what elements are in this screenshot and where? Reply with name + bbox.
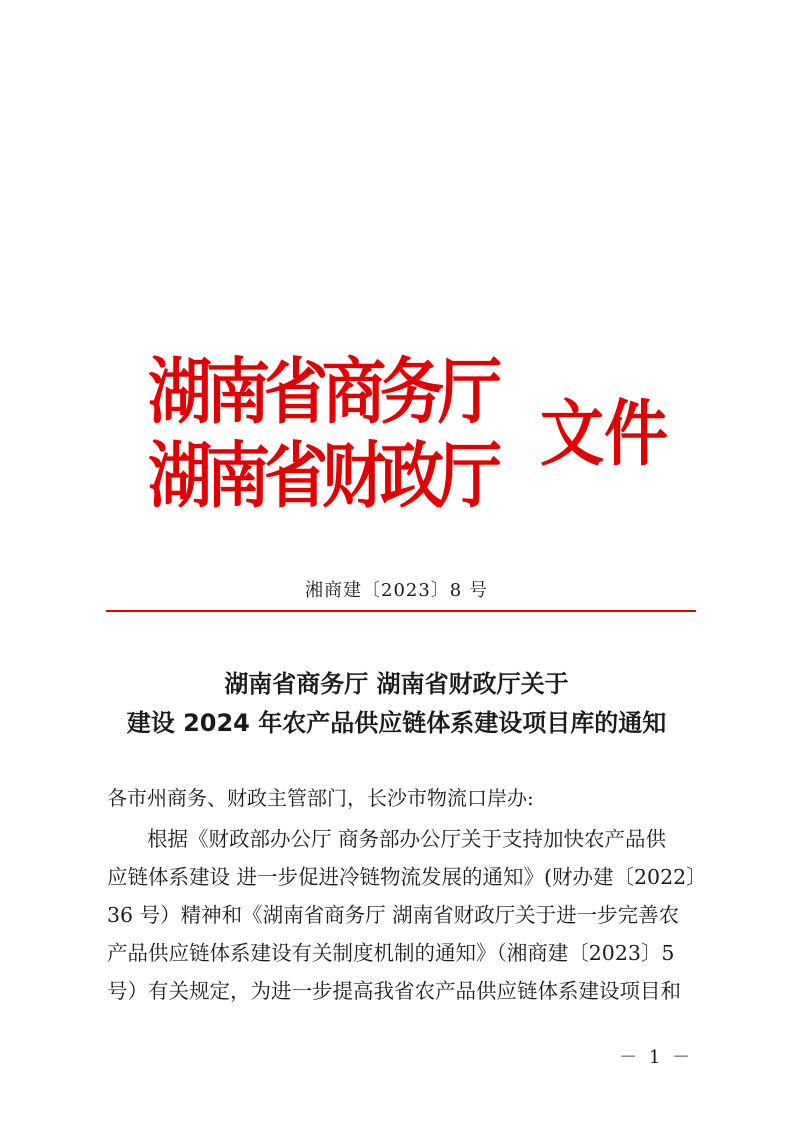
body-line: 根据《财政部办公厅 商务部办公厅关于支持加快农产品供 — [147, 827, 667, 851]
body-line: 产品供应链体系建设有关制度机制的通知》（湘商建〔2023〕5 — [107, 941, 675, 965]
salutation: 各市州商务、财政主管部门，长沙市物流口岸办: — [107, 786, 534, 810]
document-number: 湘商建〔2023〕8 号 — [305, 580, 488, 601]
body-line: 应链体系建设 进一步促进冷链物流发展的通知》(财办建〔2022〕 — [107, 865, 707, 889]
issuing-org-finance: 湖南省财政厅 — [148, 435, 496, 519]
document-title-line-2: 建设 2024 年农产品供应链体系建设项目库的通知 — [126, 709, 667, 737]
document-header-suffix: 文件 — [540, 393, 668, 477]
body-line: 号）有关规定，为进一步提高我省农产品供应链体系建设项目和 — [107, 979, 681, 1003]
body-line: 36 号）精神和《湖南省商务厅 湖南省财政厅关于进一步完善农 — [107, 903, 680, 927]
issuing-org-commerce: 湖南省商务厅 — [148, 351, 496, 435]
document-title-line-1: 湖南省商务厅 湖南省财政厅关于 — [224, 670, 569, 698]
red-divider-line — [106, 610, 696, 612]
page-number: － 1 － — [619, 1047, 693, 1068]
